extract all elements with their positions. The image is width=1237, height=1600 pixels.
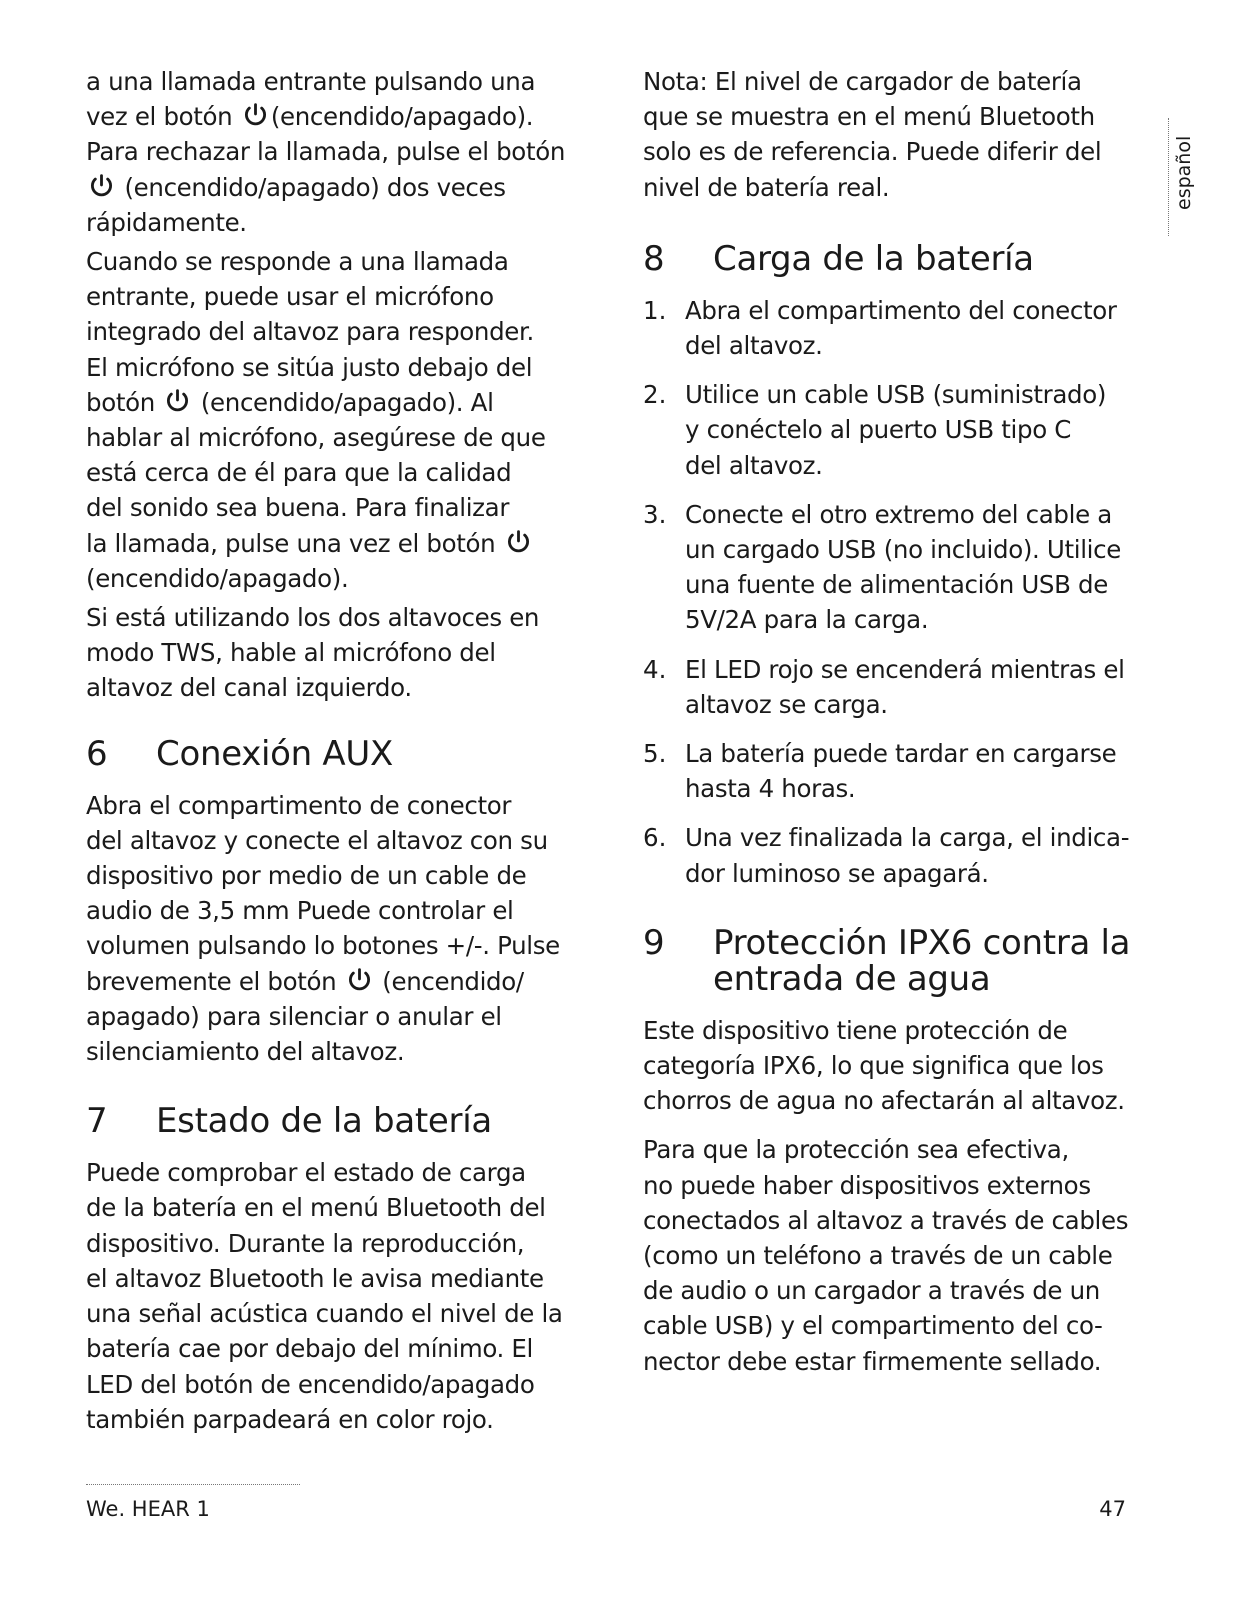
power-icon <box>346 967 373 993</box>
power-icon <box>164 388 191 414</box>
footer-divider <box>86 1484 300 1485</box>
left-column <box>86 64 586 1437</box>
section-number: 7 <box>86 1101 108 1142</box>
language-tab <box>1168 118 1197 236</box>
section-title: Protección IPX6 contra la entrada de agua <box>713 922 1131 999</box>
section-number: 9 <box>643 922 665 963</box>
section-7-heading <box>86 1101 586 1142</box>
page-number: 47 <box>1099 1497 1126 1521</box>
paragraph-note: Nota: El nivel de cargador de batería que se muestra en el menú Bluetooth solo es de referencia. Puede diferir del nivel de batería real. <box>643 67 1102 202</box>
list-item: 1. Abra el compartimento del conector del altavoz. <box>643 295 1117 361</box>
paragraph-aux: Abra el compartimento de conector del altavoz y conecte el altavoz con su dispositivo por medio de un cable de audio de 3,5 mm Puede controlar el volumen pulsando lo botones +/-. Pulse brevemente el botón (encendido/ apagado) para silenciar o anular el silenciamiento del altavoz. <box>86 790 560 1067</box>
section-number: 8 <box>643 238 665 279</box>
charging-steps-list <box>643 293 1143 891</box>
section-number: 6 <box>86 733 108 774</box>
paragraph-ipx6: Este dispositivo tiene protección de categoría IPX6, lo que significa que los chorros de agua no afectarán al altavoz. <box>643 1015 1125 1116</box>
list-item: 3. Conecte el otro extremo del cable a un cargado USB (no incluido). Utilice una fuente de alimentación USB de 5V/2A para la carga. <box>643 499 1121 635</box>
paragraph-battery-status: Puede comprobar el estado de carga de la batería en el menú Bluetooth del dispositivo. Durante la reproducción, el altavoz Bluetooth le avisa mediante una señal acústica cuando el nivel de la batería cae por debajo del mínimo. El LED del botón de encendido/apagado también parpadeará en color rojo. <box>86 1158 563 1434</box>
right-column <box>643 64 1143 1379</box>
list-item: 4. El LED rojo se encenderá mientras el altavoz se carga. <box>643 654 1125 719</box>
power-icon <box>505 529 532 555</box>
paragraph-protection: Para que la protección sea efectiva, no puede haber dispositivos externos conectados al altavoz a través de cables (como un teléfono a través de un cable de audio o un cargador a través de un cable USB) y el compartimento del co- nector debe estar firmemente sellado. <box>643 1135 1129 1376</box>
power-icon <box>88 173 115 199</box>
section-title: Carga de la batería <box>713 238 1034 279</box>
language-label: español <box>1173 135 1195 210</box>
section-8-heading <box>643 238 1143 279</box>
list-item: 2. Utilice un cable USB (suministrado) y conéctelo al puerto USB tipo C del altavoz. <box>643 380 1107 480</box>
paragraph-call-answer: a una llamada entrante pulsando una vez el botón (encendido/apagado). Para rechazar la llamada, pulse el botón (encendido/apagado) dos veces rápidamente. <box>86 67 566 237</box>
section-6-heading <box>86 733 586 774</box>
paragraph-microphone: Cuando se responde a una llamada entrante, puede usar el micrófono integrado del altavoz para responder. El micrófono se sitúa justo debajo del botón (encendido/apagado). Al hablar al micrófono, asegúrese de que está cerca de él para que la calidad del sonido sea buena. Para finalizar la llamada, pulse una vez el botón (encendido/apagado). <box>86 247 546 593</box>
section-title: Estado de la batería <box>156 1101 492 1142</box>
footer-product-name: We. HEAR 1 <box>86 1497 210 1521</box>
section-title: Conexión AUX <box>156 733 393 774</box>
power-icon <box>242 102 269 128</box>
section-9-heading <box>643 922 1143 999</box>
paragraph-tws: Si está utilizando los dos altavoces en modo TWS, hable al micrófono del altavoz del canal izquierdo. <box>86 603 540 703</box>
list-item: 5. La batería puede tardar en cargarse hasta 4 horas. <box>643 739 1117 804</box>
list-item: 6. Una vez finalizada la carga, el indica- dor luminoso se apagará. <box>643 823 1130 888</box>
